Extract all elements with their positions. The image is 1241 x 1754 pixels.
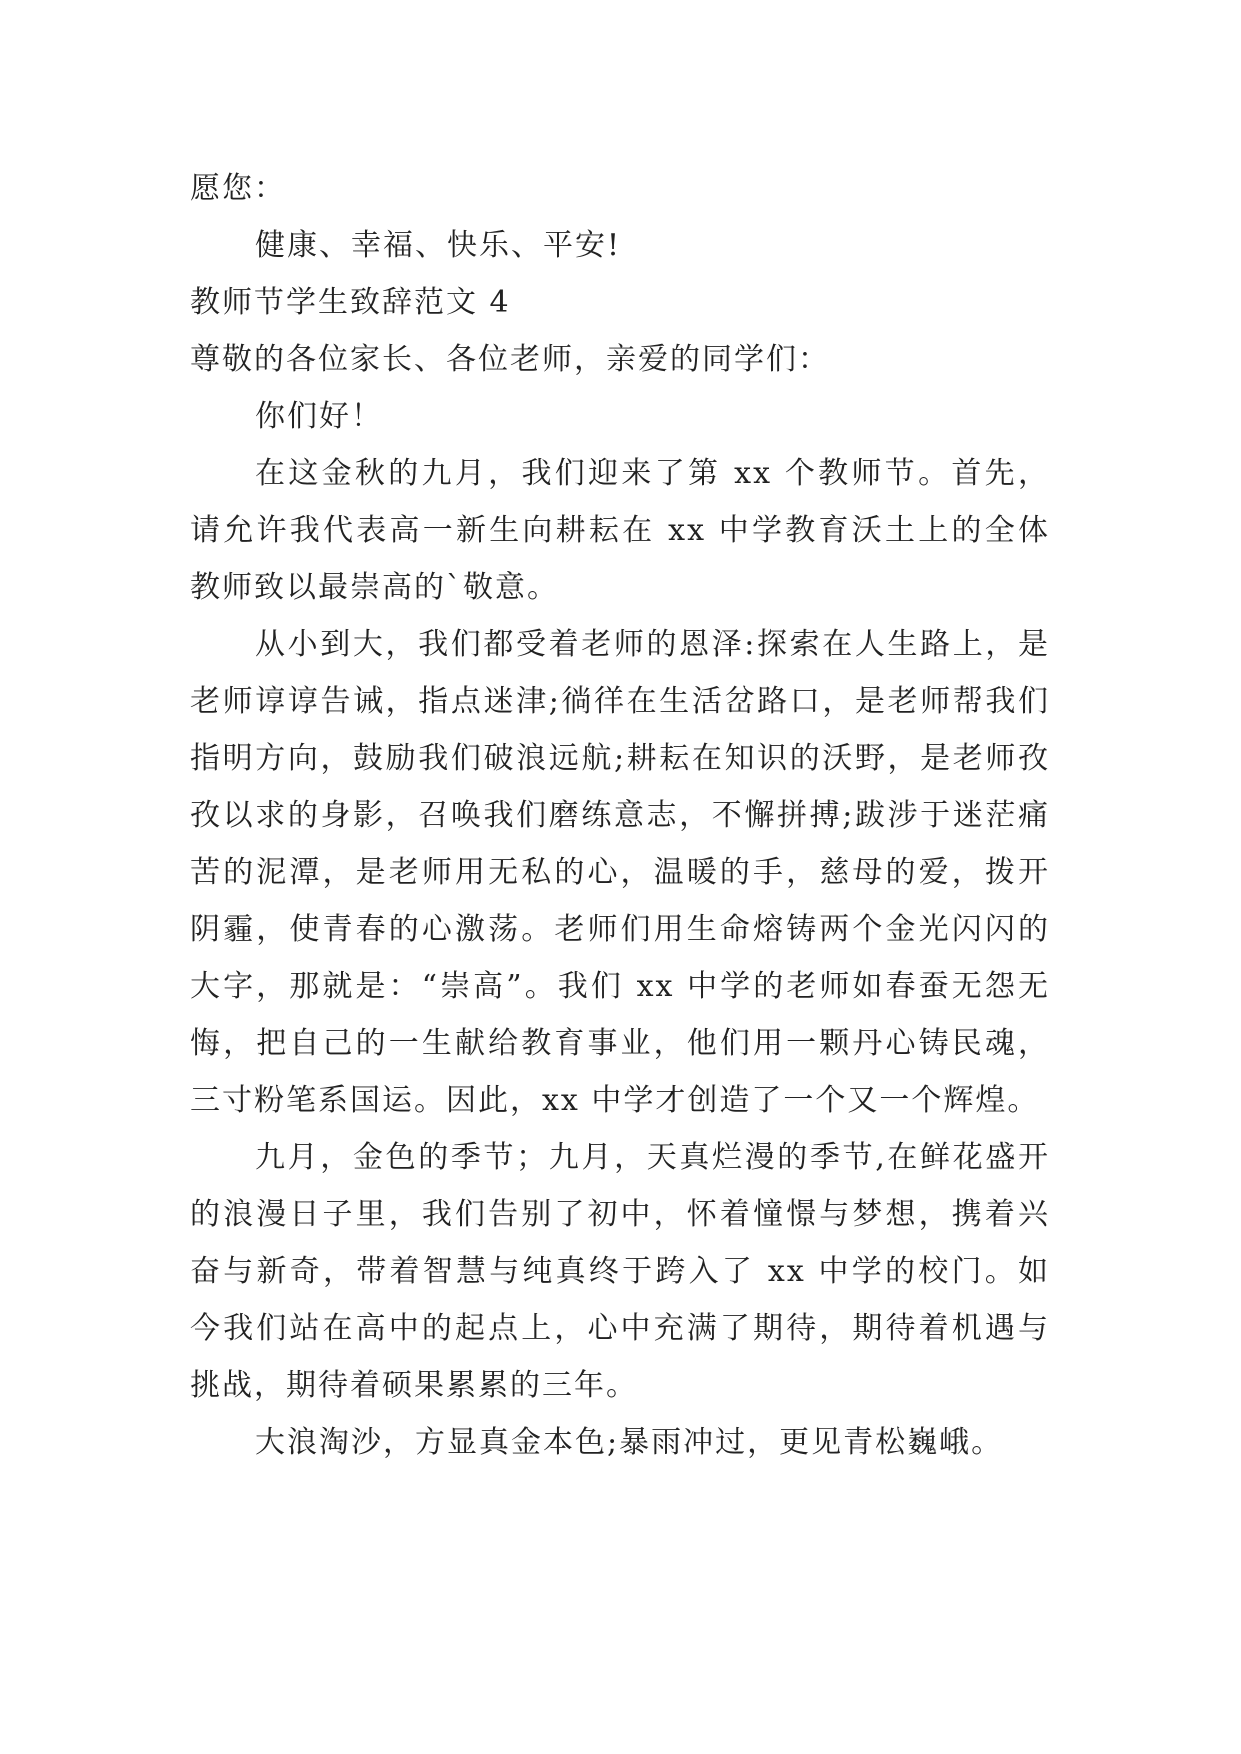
greeting: 你们好！ [255, 399, 383, 434]
paragraph-gratitude: 从小到大，我们都受着老师的恩泽:探索在人生路上，是老师谆谆告诫，指点迷津;徜徉在生活岔路口，是老师帮我们指明方向，鼓励我们破浪远航;耕耘在知识的沃野，是老师孜孜以求的身影，召唤我们磨练意志，不懈拼搏;跋涉于迷茫痛苦的泥潭，是老师用无私的心，温暖的手，慈母的爱，拨开阴霾，使青春的心激荡。老师们用生命熔铸两个金光闪闪的大字，那就是：“崇高”。我们 xx 中学的老师如春蚕无怨无悔，把自己的一生献给教育事业，他们用一颗丹心铸民魂，三寸粉笔系国运。因此，xx 中学才创造了一个又一个辉煌。 [190, 627, 1050, 1118]
wish-text: 健康、幸福、快乐、平安! [255, 228, 622, 263]
section-title: 教师节学生致辞范文 4 [190, 285, 511, 320]
salutation: 尊敬的各位家长、各位老师，亲爱的同学们： [190, 342, 830, 377]
paragraph-opening: 在这金秋的九月，我们迎来了第 xx 个教师节。首先，请允许我代表高一新生向耕耘在 xx 中学教育沃土上的全体教师致以最崇高的`敬意。 [190, 456, 1050, 605]
paragraph-september: 九月，金色的季节；九月，天真烂漫的季节,在鲜花盛开的浪漫日子里，我们告别了初中，怀着憧憬与梦想，携着兴奋与新奇，带着智慧与纯真终于跨入了 xx 中学的校门。如今我们站在高中的起点上，心中充满了期待，期待着机遇与挑战，期待着硕果累累的三年。 [190, 1140, 1050, 1403]
document-body [190, 160, 1050, 1471]
paragraph-closing: 大浪淘沙，方显真金本色;暴雨冲过，更见青松巍峨。 [255, 1425, 1004, 1460]
wish-intro: 愿您： [190, 171, 286, 206]
